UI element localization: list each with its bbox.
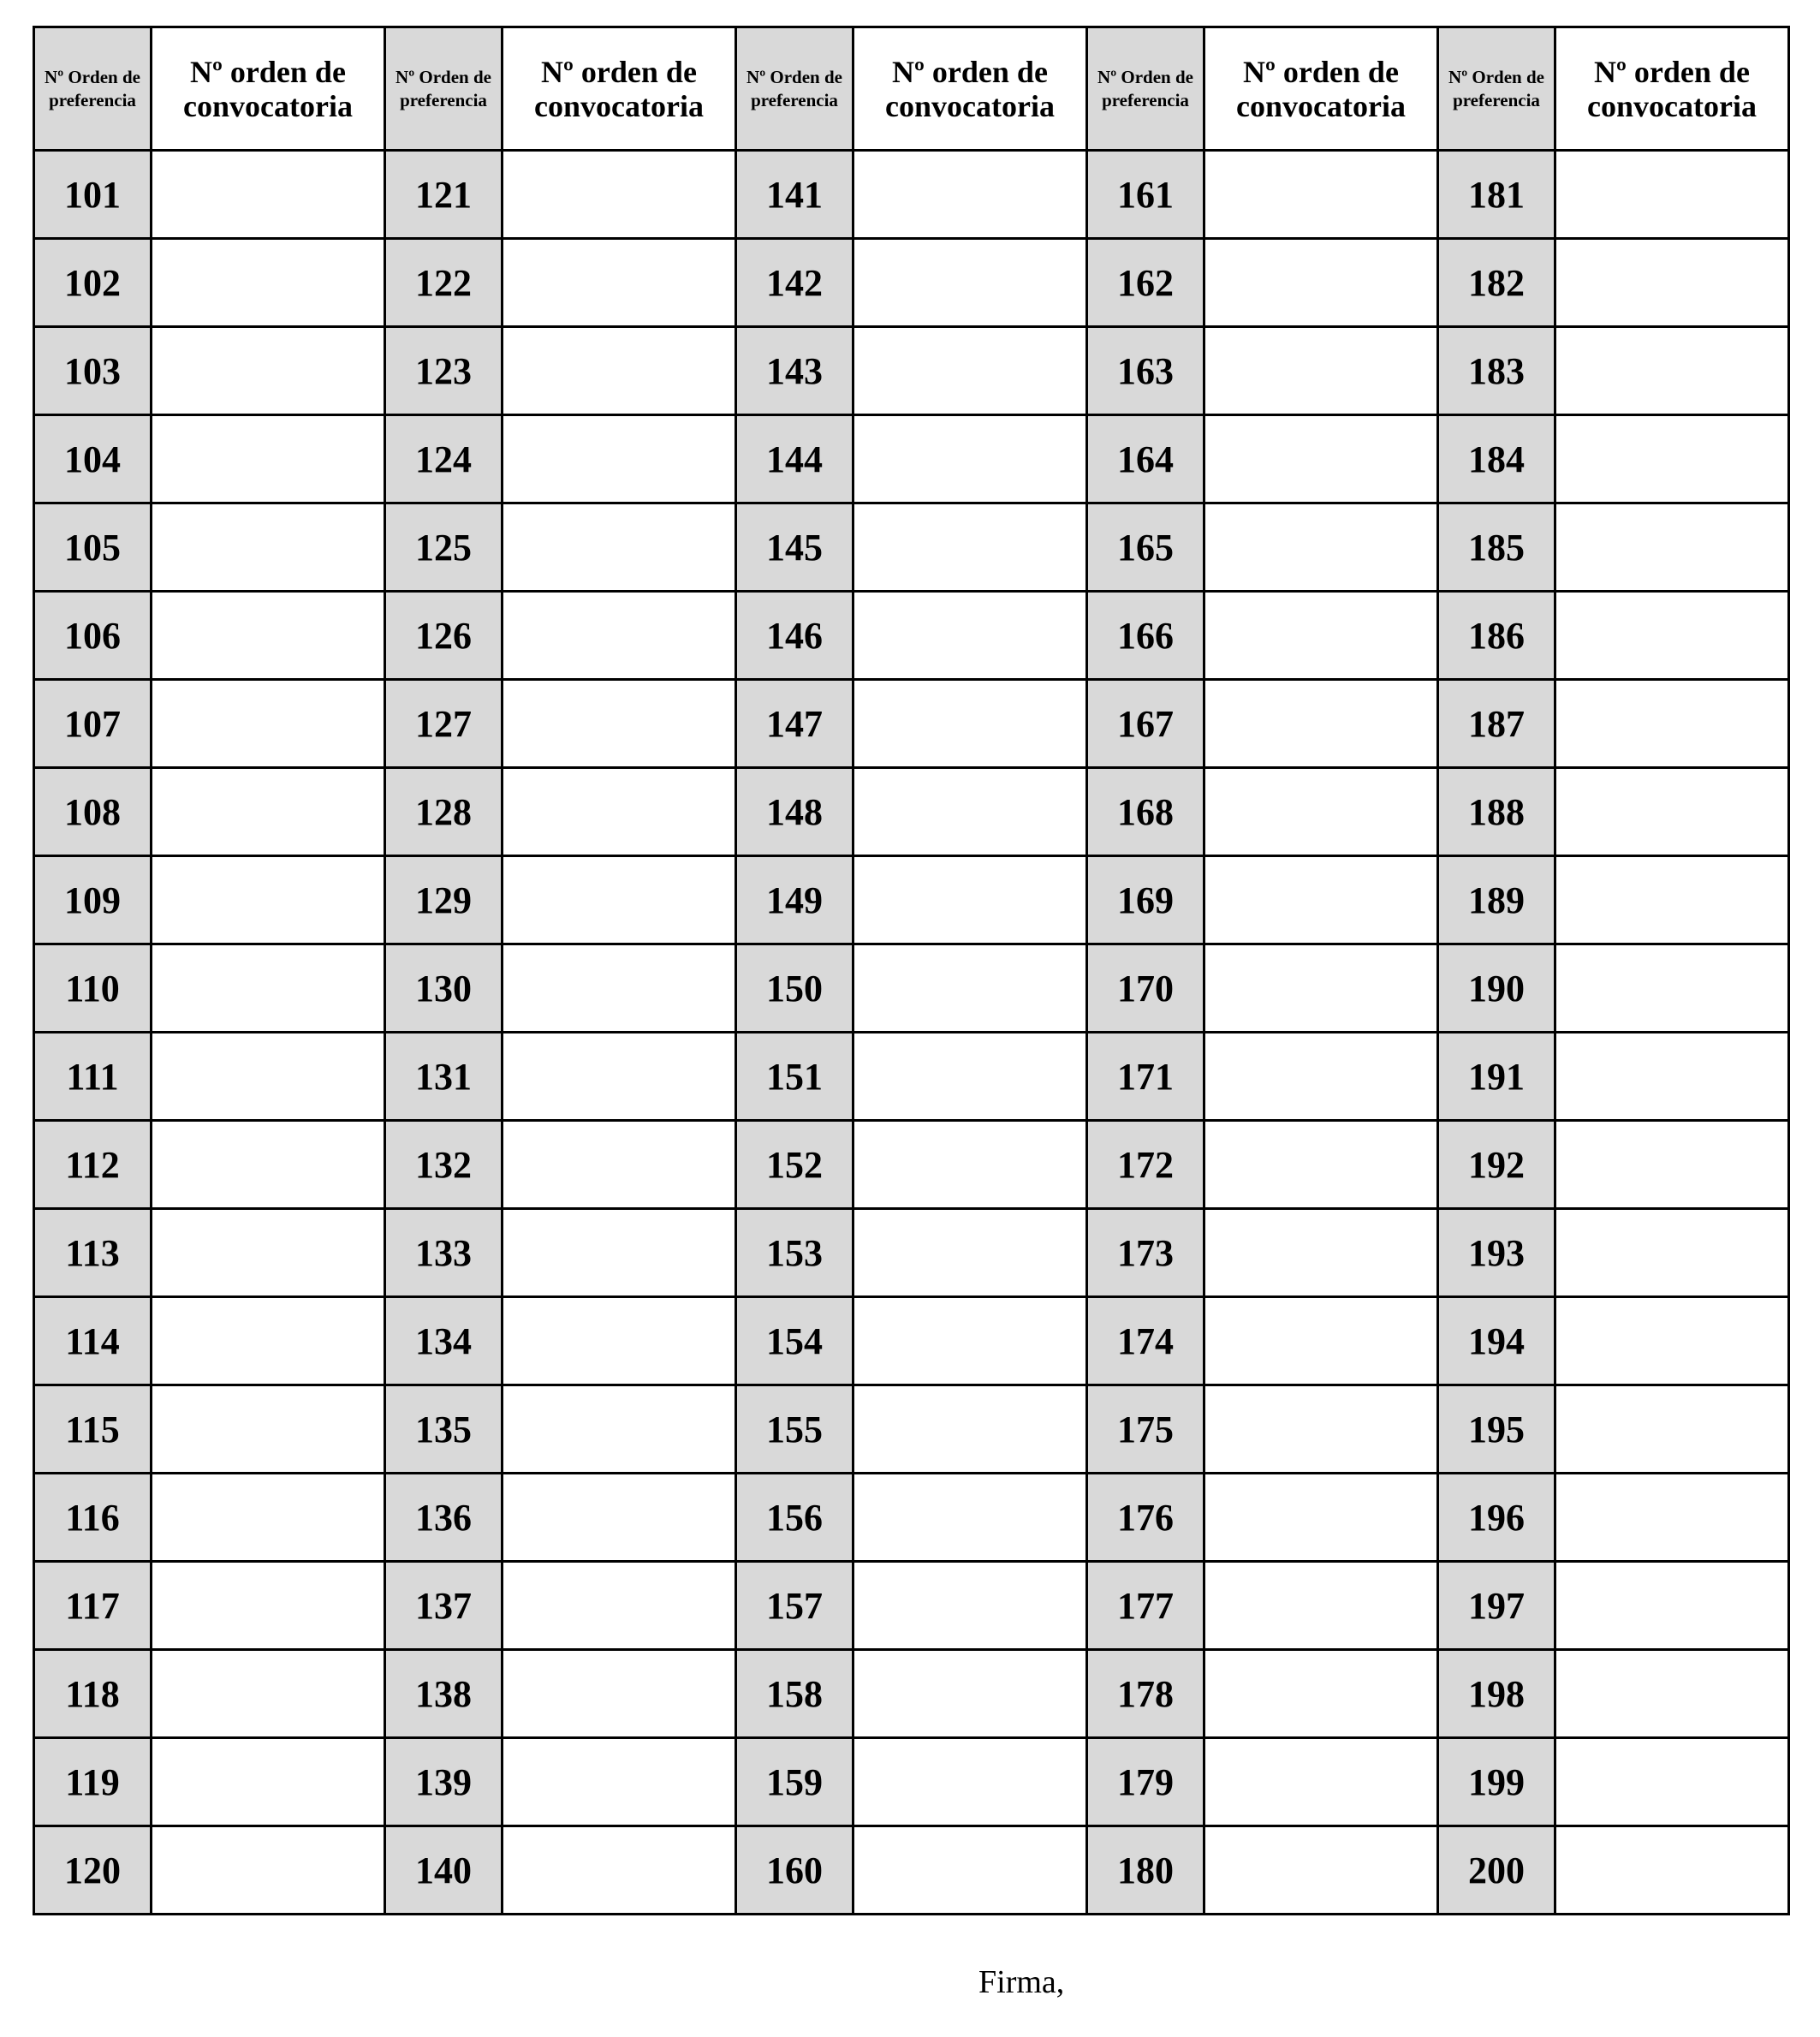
convocatoria-entry-cell[interactable]: [1555, 1121, 1789, 1209]
preference-number-cell: 168: [1087, 768, 1204, 856]
convocatoria-entry-cell[interactable]: [1204, 1209, 1438, 1297]
table-row: [34, 1650, 1789, 1738]
preference-number-cell: 200: [1438, 1826, 1555, 1915]
preference-number-cell: 117: [34, 1562, 152, 1650]
preference-number-cell: 169: [1087, 856, 1204, 944]
preference-number-cell: 116: [34, 1474, 152, 1562]
preference-number-cell: 123: [385, 327, 503, 415]
header-preference: Nº Orden de preferencia: [34, 27, 152, 151]
convocatoria-entry-cell[interactable]: [503, 768, 736, 856]
preference-number-cell: 112: [34, 1121, 152, 1209]
convocatoria-entry-cell[interactable]: [152, 944, 385, 1033]
convocatoria-entry-cell[interactable]: [152, 239, 385, 327]
convocatoria-entry-cell[interactable]: [1555, 1209, 1789, 1297]
convocatoria-entry-cell[interactable]: [1204, 592, 1438, 680]
preference-number-cell: 115: [34, 1385, 152, 1474]
convocatoria-entry-cell[interactable]: [853, 944, 1087, 1033]
preference-number-cell: 164: [1087, 415, 1204, 503]
convocatoria-entry-cell[interactable]: [503, 1385, 736, 1474]
preference-number-cell: 118: [34, 1650, 152, 1738]
preference-number-cell: 160: [736, 1826, 853, 1915]
preference-number-cell: 186: [1438, 592, 1555, 680]
preference-number-cell: 188: [1438, 768, 1555, 856]
preference-number-cell: 110: [34, 944, 152, 1033]
preference-number-cell: 180: [1087, 1826, 1204, 1915]
header-preference: Nº Orden de preferencia: [1087, 27, 1204, 151]
preference-number-cell: 107: [34, 680, 152, 768]
preference-number-cell: 137: [385, 1562, 503, 1650]
header-preference: Nº Orden de preferencia: [1438, 27, 1555, 151]
preference-number-cell: 171: [1087, 1033, 1204, 1121]
table-row: [34, 1121, 1789, 1209]
convocatoria-entry-cell[interactable]: [1204, 415, 1438, 503]
table-body: [34, 151, 1789, 1915]
preference-number-cell: 190: [1438, 944, 1555, 1033]
preference-number-cell: 138: [385, 1650, 503, 1738]
preference-number-cell: 174: [1087, 1297, 1204, 1385]
convocatoria-entry-cell[interactable]: [152, 1297, 385, 1385]
convocatoria-entry-cell[interactable]: [152, 503, 385, 592]
convocatoria-entry-cell[interactable]: [853, 1738, 1087, 1826]
preference-number-cell: 133: [385, 1209, 503, 1297]
convocatoria-entry-cell[interactable]: [1555, 1562, 1789, 1650]
convocatoria-entry-cell[interactable]: [1204, 1385, 1438, 1474]
preference-number-cell: 140: [385, 1826, 503, 1915]
convocatoria-entry-cell[interactable]: [1555, 856, 1789, 944]
convocatoria-entry-cell[interactable]: [503, 1121, 736, 1209]
header-convocatoria: Nº orden de convocatoria: [503, 27, 736, 151]
preference-number-cell: 126: [385, 592, 503, 680]
preference-number-cell: 130: [385, 944, 503, 1033]
preference-number-cell: 198: [1438, 1650, 1555, 1738]
table-row: [34, 327, 1789, 415]
convocatoria-entry-cell[interactable]: [152, 856, 385, 944]
convocatoria-entry-cell[interactable]: [503, 1650, 736, 1738]
convocatoria-entry-cell[interactable]: [1555, 327, 1789, 415]
preference-number-cell: 127: [385, 680, 503, 768]
preference-number-cell: 159: [736, 1738, 853, 1826]
table-row: [34, 768, 1789, 856]
preference-number-cell: 162: [1087, 239, 1204, 327]
preference-number-cell: 113: [34, 1209, 152, 1297]
preference-number-cell: 175: [1087, 1385, 1204, 1474]
convocatoria-entry-cell[interactable]: [853, 1385, 1087, 1474]
convocatoria-entry-cell[interactable]: [1204, 1826, 1438, 1915]
preference-number-cell: 146: [736, 592, 853, 680]
preference-number-cell: 163: [1087, 327, 1204, 415]
preference-number-cell: 170: [1087, 944, 1204, 1033]
preference-number-cell: 192: [1438, 1121, 1555, 1209]
preference-number-cell: 185: [1438, 503, 1555, 592]
preference-number-cell: 183: [1438, 327, 1555, 415]
preference-number-cell: 184: [1438, 415, 1555, 503]
convocatoria-entry-cell[interactable]: [152, 680, 385, 768]
convocatoria-entry-cell[interactable]: [1555, 1738, 1789, 1826]
convocatoria-entry-cell[interactable]: [503, 944, 736, 1033]
convocatoria-entry-cell[interactable]: [503, 1826, 736, 1915]
preference-number-cell: 134: [385, 1297, 503, 1385]
preference-number-cell: 181: [1438, 151, 1555, 239]
preference-number-cell: 139: [385, 1738, 503, 1826]
preference-number-cell: 193: [1438, 1209, 1555, 1297]
preference-number-cell: 119: [34, 1738, 152, 1826]
convocatoria-entry-cell[interactable]: [853, 1562, 1087, 1650]
convocatoria-entry-cell[interactable]: [853, 856, 1087, 944]
convocatoria-entry-cell[interactable]: [853, 415, 1087, 503]
convocatoria-entry-cell[interactable]: [1204, 1562, 1438, 1650]
convocatoria-entry-cell[interactable]: [1555, 1474, 1789, 1562]
table-row: [34, 415, 1789, 503]
preference-number-cell: 165: [1087, 503, 1204, 592]
preference-number-cell: 148: [736, 768, 853, 856]
preference-number-cell: 196: [1438, 1474, 1555, 1562]
convocatoria-entry-cell[interactable]: [152, 1826, 385, 1915]
preference-number-cell: 102: [34, 239, 152, 327]
preference-number-cell: 106: [34, 592, 152, 680]
convocatoria-entry-cell[interactable]: [1204, 503, 1438, 592]
convocatoria-entry-cell[interactable]: [853, 1297, 1087, 1385]
table-row: [34, 1474, 1789, 1562]
table-row: [34, 239, 1789, 327]
preference-number-cell: 173: [1087, 1209, 1204, 1297]
convocatoria-entry-cell[interactable]: [152, 1033, 385, 1121]
convocatoria-entry-cell[interactable]: [152, 1474, 385, 1562]
convocatoria-entry-cell[interactable]: [1204, 151, 1438, 239]
convocatoria-entry-cell[interactable]: [853, 1209, 1087, 1297]
convocatoria-entry-cell[interactable]: [152, 1385, 385, 1474]
preference-number-cell: 161: [1087, 151, 1204, 239]
preference-number-cell: 142: [736, 239, 853, 327]
convocatoria-entry-cell[interactable]: [1555, 680, 1789, 768]
table-row: [34, 151, 1789, 239]
preference-number-cell: 155: [736, 1385, 853, 1474]
preference-number-cell: 187: [1438, 680, 1555, 768]
convocatoria-entry-cell[interactable]: [503, 1738, 736, 1826]
preference-number-cell: 194: [1438, 1297, 1555, 1385]
preference-number-cell: 158: [736, 1650, 853, 1738]
preference-number-cell: 145: [736, 503, 853, 592]
table-row: [34, 680, 1789, 768]
header-convocatoria: Nº orden de convocatoria: [1204, 27, 1438, 151]
convocatoria-entry-cell[interactable]: [853, 503, 1087, 592]
preference-number-cell: 152: [736, 1121, 853, 1209]
convocatoria-entry-cell[interactable]: [853, 151, 1087, 239]
preference-number-cell: 131: [385, 1033, 503, 1121]
table-row: [34, 1385, 1789, 1474]
table-row: [34, 856, 1789, 944]
preference-number-cell: 167: [1087, 680, 1204, 768]
preference-number-cell: 153: [736, 1209, 853, 1297]
table-row: [34, 1297, 1789, 1385]
convocatoria-entry-cell[interactable]: [152, 1209, 385, 1297]
preference-number-cell: 120: [34, 1826, 152, 1915]
header-convocatoria: Nº orden de convocatoria: [1555, 27, 1789, 151]
convocatoria-entry-cell[interactable]: [503, 1033, 736, 1121]
convocatoria-entry-cell[interactable]: [1204, 1297, 1438, 1385]
preference-number-cell: 151: [736, 1033, 853, 1121]
preference-number-cell: 166: [1087, 592, 1204, 680]
convocatoria-entry-cell[interactable]: [853, 327, 1087, 415]
preference-number-cell: 128: [385, 768, 503, 856]
convocatoria-entry-cell[interactable]: [503, 503, 736, 592]
convocatoria-entry-cell[interactable]: [503, 415, 736, 503]
convocatoria-entry-cell[interactable]: [503, 151, 736, 239]
preference-number-cell: 141: [736, 151, 853, 239]
preference-number-cell: 199: [1438, 1738, 1555, 1826]
convocatoria-entry-cell[interactable]: [503, 592, 736, 680]
preference-number-cell: 195: [1438, 1385, 1555, 1474]
convocatoria-entry-cell[interactable]: [1204, 1121, 1438, 1209]
table-row: [34, 592, 1789, 680]
convocatoria-entry-cell[interactable]: [1555, 1033, 1789, 1121]
header-convocatoria: Nº orden de convocatoria: [152, 27, 385, 151]
preference-number-cell: 197: [1438, 1562, 1555, 1650]
preference-number-cell: 125: [385, 503, 503, 592]
convocatoria-entry-cell[interactable]: [1555, 1650, 1789, 1738]
preference-number-cell: 157: [736, 1562, 853, 1650]
preference-number-cell: 189: [1438, 856, 1555, 944]
convocatoria-entry-cell[interactable]: [503, 327, 736, 415]
convocatoria-entry-cell[interactable]: [152, 1562, 385, 1650]
preference-number-cell: 104: [34, 415, 152, 503]
convocatoria-entry-cell[interactable]: [1204, 1474, 1438, 1562]
convocatoria-entry-cell[interactable]: [152, 768, 385, 856]
table-row: [34, 503, 1789, 592]
preference-number-cell: 101: [34, 151, 152, 239]
convocatoria-entry-cell[interactable]: [853, 1826, 1087, 1915]
convocatoria-entry-cell[interactable]: [503, 1209, 736, 1297]
convocatoria-entry-cell[interactable]: [503, 1562, 736, 1650]
table-row: [34, 1562, 1789, 1650]
preference-number-cell: 178: [1087, 1650, 1204, 1738]
convocatoria-entry-cell[interactable]: [152, 1738, 385, 1826]
preference-number-cell: 111: [34, 1033, 152, 1121]
header-preference: Nº Orden de preferencia: [385, 27, 503, 151]
convocatoria-entry-cell[interactable]: [853, 1121, 1087, 1209]
convocatoria-entry-cell[interactable]: [853, 1474, 1087, 1562]
preference-number-cell: 105: [34, 503, 152, 592]
convocatoria-entry-cell[interactable]: [853, 680, 1087, 768]
convocatoria-entry-cell[interactable]: [1555, 1297, 1789, 1385]
preference-number-cell: 136: [385, 1474, 503, 1562]
convocatoria-entry-cell[interactable]: [1204, 327, 1438, 415]
convocatoria-entry-cell[interactable]: [1204, 1650, 1438, 1738]
preference-number-cell: 191: [1438, 1033, 1555, 1121]
convocatoria-entry-cell[interactable]: [503, 1297, 736, 1385]
header-convocatoria: Nº orden de convocatoria: [853, 27, 1087, 151]
convocatoria-entry-cell[interactable]: [1555, 239, 1789, 327]
convocatoria-entry-cell[interactable]: [853, 768, 1087, 856]
preference-number-cell: 176: [1087, 1474, 1204, 1562]
preference-number-cell: 103: [34, 327, 152, 415]
signature-label: Firma,: [978, 1964, 1065, 2000]
preference-number-cell: 135: [385, 1385, 503, 1474]
convocatoria-entry-cell[interactable]: [1204, 680, 1438, 768]
table-row: [34, 1738, 1789, 1826]
preference-number-cell: 109: [34, 856, 152, 944]
preference-number-cell: 172: [1087, 1121, 1204, 1209]
convocatoria-entry-cell[interactable]: [1204, 239, 1438, 327]
header-preference: Nº Orden de preferencia: [736, 27, 853, 151]
preference-number-cell: 154: [736, 1297, 853, 1385]
preference-table: [33, 26, 1790, 1915]
preference-number-cell: 182: [1438, 239, 1555, 327]
convocatoria-entry-cell[interactable]: [853, 1033, 1087, 1121]
convocatoria-entry-cell[interactable]: [503, 856, 736, 944]
preference-number-cell: 156: [736, 1474, 853, 1562]
convocatoria-entry-cell[interactable]: [1204, 1738, 1438, 1826]
preference-number-cell: 149: [736, 856, 853, 944]
convocatoria-entry-cell[interactable]: [853, 592, 1087, 680]
convocatoria-entry-cell[interactable]: [152, 1121, 385, 1209]
preference-number-cell: 114: [34, 1297, 152, 1385]
convocatoria-entry-cell[interactable]: [1555, 592, 1789, 680]
convocatoria-entry-cell[interactable]: [152, 327, 385, 415]
header-row: [34, 27, 1789, 151]
preference-number-cell: 132: [385, 1121, 503, 1209]
convocatoria-entry-cell[interactable]: [1555, 503, 1789, 592]
preference-number-cell: 121: [385, 151, 503, 239]
preference-number-cell: 144: [736, 415, 853, 503]
convocatoria-entry-cell[interactable]: [1204, 768, 1438, 856]
convocatoria-entry-cell[interactable]: [853, 1650, 1087, 1738]
convocatoria-entry-cell[interactable]: [853, 239, 1087, 327]
convocatoria-entry-cell[interactable]: [152, 592, 385, 680]
preference-number-cell: 124: [385, 415, 503, 503]
convocatoria-entry-cell[interactable]: [503, 1474, 736, 1562]
convocatoria-entry-cell[interactable]: [1555, 151, 1789, 239]
convocatoria-entry-cell[interactable]: [1555, 415, 1789, 503]
table-row: [34, 1826, 1789, 1915]
convocatoria-entry-cell[interactable]: [1555, 768, 1789, 856]
preference-number-cell: 147: [736, 680, 853, 768]
convocatoria-entry-cell[interactable]: [1204, 944, 1438, 1033]
convocatoria-entry-cell[interactable]: [1204, 1033, 1438, 1121]
table-row: [34, 944, 1789, 1033]
convocatoria-entry-cell[interactable]: [1555, 1385, 1789, 1474]
convocatoria-entry-cell[interactable]: [1555, 1826, 1789, 1915]
preference-number-cell: 177: [1087, 1562, 1204, 1650]
preference-number-cell: 108: [34, 768, 152, 856]
convocatoria-entry-cell[interactable]: [152, 415, 385, 503]
preference-number-cell: 179: [1087, 1738, 1204, 1826]
convocatoria-entry-cell[interactable]: [503, 680, 736, 768]
convocatoria-entry-cell[interactable]: [152, 1650, 385, 1738]
convocatoria-entry-cell[interactable]: [503, 239, 736, 327]
table-row: [34, 1209, 1789, 1297]
preference-number-cell: 122: [385, 239, 503, 327]
preference-number-cell: 143: [736, 327, 853, 415]
preference-number-cell: 129: [385, 856, 503, 944]
convocatoria-entry-cell[interactable]: [152, 151, 385, 239]
convocatoria-entry-cell[interactable]: [1555, 944, 1789, 1033]
preference-number-cell: 150: [736, 944, 853, 1033]
convocatoria-entry-cell[interactable]: [1204, 856, 1438, 944]
table-row: [34, 1033, 1789, 1121]
